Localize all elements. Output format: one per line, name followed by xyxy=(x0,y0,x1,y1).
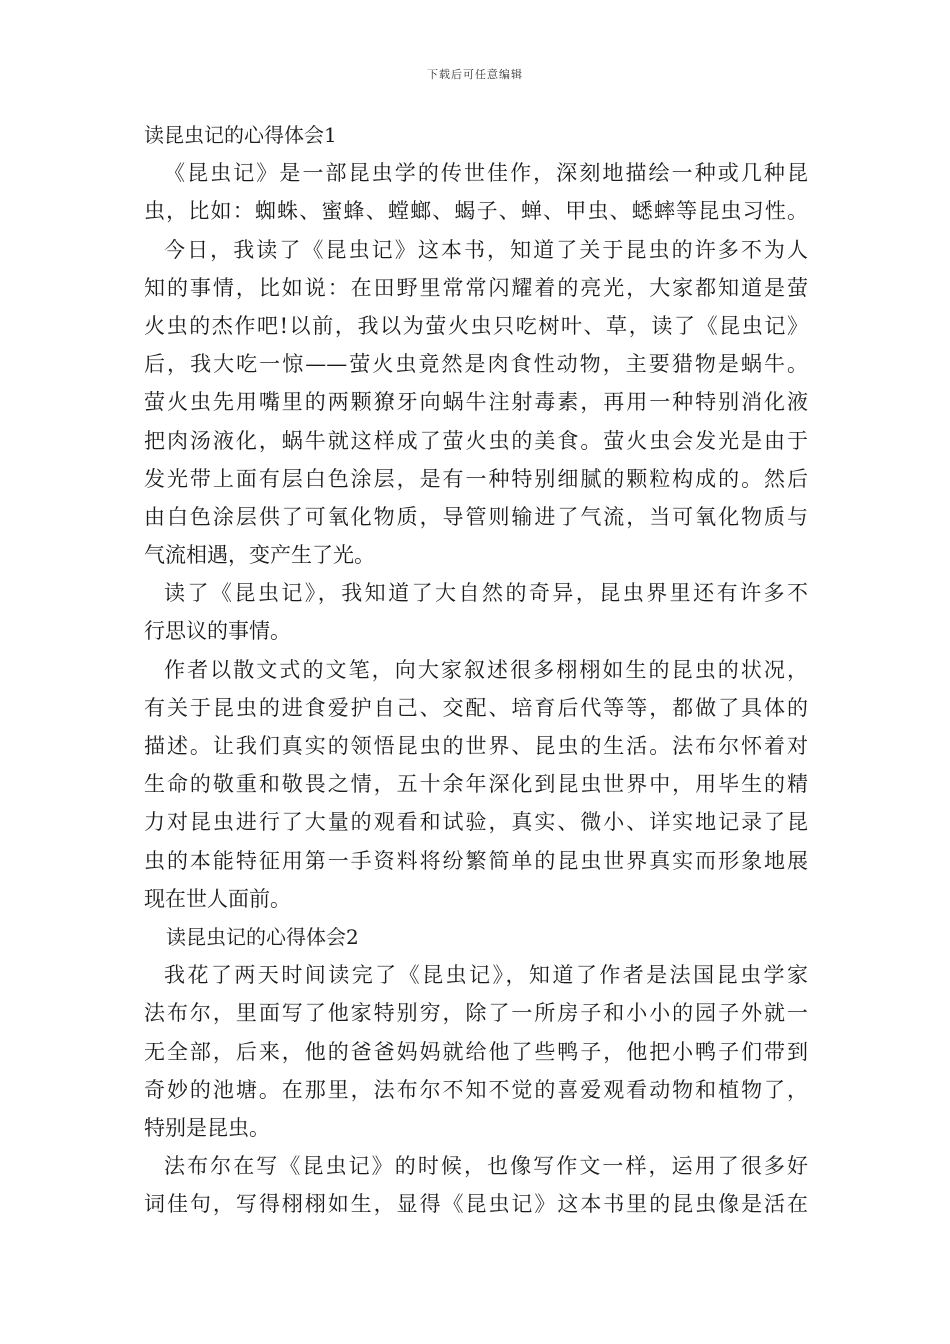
text-line: 读了《昆虫记》，我知道了大自然的奇异，昆虫界里还有许多不 xyxy=(164,581,808,606)
text-line: 气流相遇，变产生了光。 xyxy=(144,543,375,568)
text-line: 现在世人面前。 xyxy=(144,886,291,911)
text-line: 发光带上面有层白色涂层，是有一种特别细腻的颗粒构成的。然后 xyxy=(144,466,808,491)
text-line: 有关于昆虫的进食爱护自己、交配、培育后代等等，都做了具体的 xyxy=(144,695,808,720)
document-body xyxy=(144,116,808,1223)
text-line: 知的事情，比如说：在田野里常常闪耀着的亮光，大家都知道是萤 xyxy=(144,275,808,300)
text-line: 法布尔在写《昆虫记》的时候，也像写作文一样，运用了很多好 xyxy=(164,1154,808,1179)
text-line: 火虫的杰作吧!以前，我以为萤火虫只吃树叶、草，读了《昆虫记》 xyxy=(144,313,808,338)
text-line: 特别是昆虫。 xyxy=(144,1115,270,1140)
text-line: 法布尔，里面写了他家特别穷，除了一所房子和小小的园子外就一 xyxy=(144,1001,808,1026)
section-title-1: 读昆虫记的心得体会1 xyxy=(144,123,337,147)
text-line: 词佳句，写得栩栩如生，显得《昆虫记》这本书里的昆虫像是活在 xyxy=(144,1192,808,1217)
text-line: 作者以散文式的文笔，向大家叙述很多栩栩如生的昆虫的状况， xyxy=(164,657,808,682)
text-line: 奇妙的池塘。在那里，法布尔不知不觉的喜爱观看动物和植物了， xyxy=(144,1077,808,1102)
text-line: 我花了两天时间读完了《昆虫记》，知道了作者是法国昆虫学家 xyxy=(164,963,808,988)
text-line: 今日，我读了《昆虫记》这本书，知道了关于昆虫的许多不为人 xyxy=(164,237,808,262)
page-header: 下载后可任意编辑 xyxy=(427,68,523,81)
text-line: 无全部，后来，他的爸爸妈妈就给他了些鸭子，他把小鸭子们带到 xyxy=(144,1039,808,1064)
text-line: 虫的本能特征用第一手资料将纷繁简单的昆虫世界真实而形象地展 xyxy=(144,848,808,873)
text-line: 行思议的事情。 xyxy=(144,619,291,644)
text-line: 力对昆虫进行了大量的观看和试验，真实、微小、详实地记录了昆 xyxy=(144,810,808,835)
text-line: 《昆虫记》是一部昆虫学的传世佳作，深刻地描绘一种或几种昆 xyxy=(164,161,808,186)
text-line: 由白色涂层供了可氧化物质，导管则输进了气流，当可氧化物质与 xyxy=(144,504,808,529)
text-line: 虫，比如：蜘蛛、蜜蜂、螳螂、蝎子、蝉、甲虫、蟋蟀等昆虫习性。 xyxy=(144,199,808,224)
text-line: 描述。让我们真实的领悟昆虫的世界、昆虫的生活。法布尔怀着对 xyxy=(144,734,808,758)
section-title-2: 读昆虫记的心得体会2 xyxy=(166,924,359,949)
text-line: 后，我大吃一惊——萤火虫竟然是肉食性动物，主要猎物是蜗牛。 xyxy=(144,352,808,377)
text-line: 萤火虫先用嘴里的两颗獠牙向蜗牛注射毒素，再用一种特别消化液 xyxy=(144,390,808,415)
text-line: 把肉汤液化，蜗牛就这样成了萤火虫的美食。萤火虫会发光是由于 xyxy=(144,428,808,453)
text-line: 生命的敬重和敬畏之情，五十余年深化到昆虫世界中，用毕生的精 xyxy=(144,772,808,797)
